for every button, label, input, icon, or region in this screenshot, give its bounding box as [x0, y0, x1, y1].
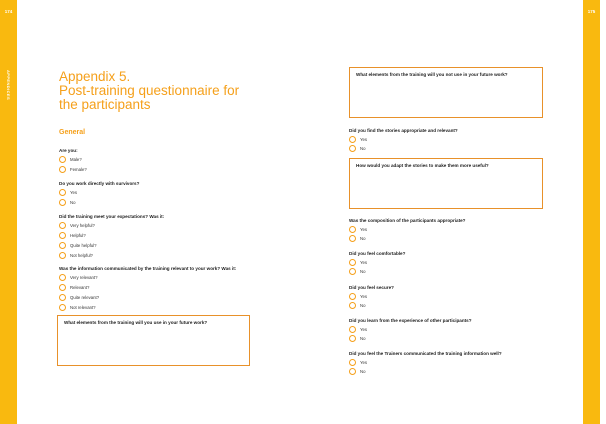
radio-option[interactable]: No: [349, 145, 366, 152]
radio-option[interactable]: Yes: [59, 189, 77, 196]
radio-circle-icon[interactable]: [349, 368, 356, 375]
radio-circle-icon[interactable]: [349, 136, 356, 143]
radio-option[interactable]: No: [349, 268, 366, 275]
radio-circle-icon[interactable]: [349, 302, 356, 309]
radio-circle-icon[interactable]: [349, 326, 356, 333]
question-trainers: Did you feel the Trainers communicated the training information well?: [349, 351, 502, 356]
radio-option[interactable]: Quite relevant?: [59, 294, 99, 301]
question-composition: Was the composition of the participants appropriate?: [349, 218, 466, 223]
radio-option[interactable]: Quite helpful?: [59, 242, 97, 249]
question-gender: Are you:: [59, 148, 78, 153]
radio-circle-icon[interactable]: [59, 166, 66, 173]
radio-circle-icon[interactable]: [349, 335, 356, 342]
radio-circle-icon[interactable]: [59, 199, 66, 206]
radio-option[interactable]: Very helpful?: [59, 222, 95, 229]
title-line: Post-training questionnaire for: [59, 83, 240, 98]
radio-circle-icon[interactable]: [349, 235, 356, 242]
right-accent-band: [583, 0, 600, 424]
text-area-not-use-elements[interactable]: [349, 67, 543, 118]
question-expectations: Did the training meet your expectations? Was it:: [59, 214, 165, 219]
text-area-label: What elements from the training will you use in your future work?: [64, 320, 208, 325]
section-heading-general: General: [59, 129, 86, 136]
radio-option[interactable]: No: [349, 235, 366, 242]
radio-option[interactable]: Yes: [349, 259, 367, 266]
radio-circle-icon[interactable]: [59, 274, 66, 281]
radio-circle-icon[interactable]: [59, 284, 66, 291]
radio-option[interactable]: Yes: [349, 136, 367, 143]
question-relevance: Was the information communicated by the training relevant to your work? Was it:: [59, 266, 237, 271]
radio-option[interactable]: Yes: [349, 359, 367, 366]
radio-circle-icon[interactable]: [349, 226, 356, 233]
question-survivors: Do you work directly with survivors?: [59, 181, 140, 186]
text-area-label: What elements from the training will you not use in your future work?: [356, 72, 508, 77]
radio-option[interactable]: Male?: [59, 156, 82, 163]
radio-circle-icon[interactable]: [59, 252, 66, 259]
radio-option[interactable]: Female?: [59, 166, 87, 173]
text-area-use-elements[interactable]: [57, 315, 250, 366]
left-accent-band: [0, 0, 17, 424]
question-secure: Did you feel secure?: [349, 285, 394, 290]
radio-circle-icon[interactable]: [59, 242, 66, 249]
radio-circle-icon[interactable]: [59, 294, 66, 301]
radio-option[interactable]: No: [349, 335, 366, 342]
page-title: [59, 70, 239, 112]
radio-option[interactable]: Not helpful?: [59, 252, 93, 259]
question-comfortable: Did you feel comfortable?: [349, 251, 406, 256]
radio-circle-icon[interactable]: [349, 293, 356, 300]
radio-option[interactable]: Very relevant?: [59, 274, 97, 281]
radio-option[interactable]: Not relevant?: [59, 304, 96, 311]
question-stories: Did you find the stories appropriate and relevant?: [349, 128, 458, 133]
left-page-number: 174: [4, 9, 13, 14]
radio-circle-icon[interactable]: [59, 156, 66, 163]
left-running-head: APPENDICES: [6, 70, 11, 101]
radio-circle-icon[interactable]: [59, 232, 66, 239]
radio-option[interactable]: No: [59, 199, 76, 206]
text-area-label: How would you adapt the stories to make them more useful?: [356, 163, 489, 168]
radio-option[interactable]: Yes: [349, 326, 367, 333]
radio-circle-icon[interactable]: [59, 222, 66, 229]
radio-option[interactable]: Yes: [349, 293, 367, 300]
radio-option[interactable]: Relevant?: [59, 284, 89, 291]
radio-circle-icon[interactable]: [349, 259, 356, 266]
radio-circle-icon[interactable]: [349, 145, 356, 152]
text-area-adapt-stories[interactable]: [349, 158, 543, 209]
radio-circle-icon[interactable]: [349, 359, 356, 366]
radio-circle-icon[interactable]: [59, 189, 66, 196]
radio-option[interactable]: No: [349, 302, 366, 309]
radio-option[interactable]: Yes: [349, 226, 367, 233]
radio-circle-icon[interactable]: [59, 304, 66, 311]
question-learn: Did you learn from the experience of other participants?: [349, 318, 472, 323]
right-running-head: APPENDICES: [600, 70, 606, 101]
radio-option[interactable]: Helpful?: [59, 232, 86, 239]
title-line: Appendix 5.: [59, 69, 131, 84]
radio-circle-icon[interactable]: [349, 268, 356, 275]
radio-option[interactable]: No: [349, 368, 366, 375]
title-line: the participants: [59, 97, 151, 112]
right-page-number: 175: [587, 9, 596, 14]
